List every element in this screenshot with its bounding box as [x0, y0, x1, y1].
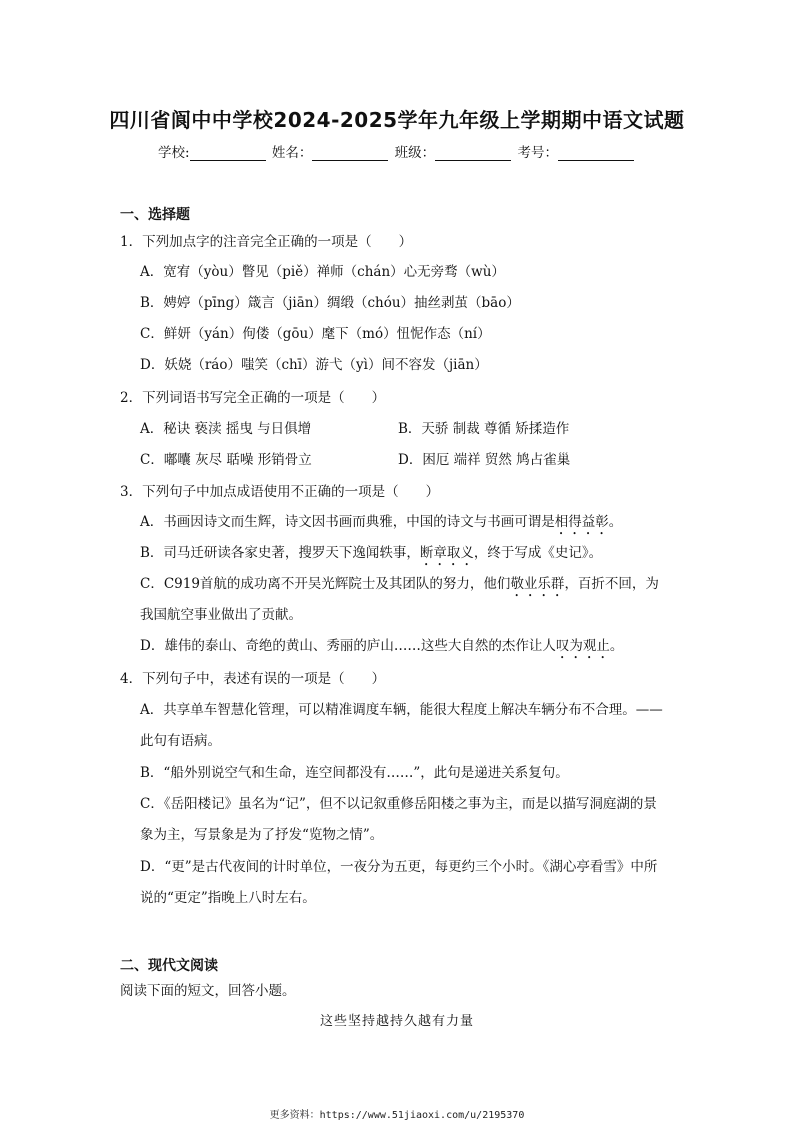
- question-1-stem: 1．下列加点字的注音完全正确的一项是（ ）: [120, 234, 413, 250]
- class-blank[interactable]: [435, 146, 511, 161]
- option-text: D．雄伟的泰山、奇绝的黄山、秀丽的庐山……这些大自然的杰作让人: [140, 638, 556, 654]
- school-label: 学校:: [158, 145, 190, 161]
- question-1-option-c: C．鲜妍（yán）佝偻（gōu）麾下（mó）忸怩作态（ní）: [140, 326, 491, 342]
- dotted-idiom: 相得益彰: [554, 514, 609, 530]
- footer-link[interactable]: 更多资料：https://www.51jiaoxi.com/u/2195370: [269, 1110, 525, 1121]
- question-1-option-b: B．娉婷（pīng）箴言（jiān）绸缎（chóu）抽丝剥茧（bāo）: [140, 295, 520, 311]
- question-4-option-d-continued: 说的“更定”指晚上八时左右。: [140, 890, 316, 906]
- question-3-option-d: [140, 634, 623, 662]
- question-2-option-a: A．秘诀 亵渎 摇曳 与日俱增: [140, 421, 312, 437]
- question-4-option-a-continued: 此句有语病。: [140, 733, 221, 749]
- question-1-option-a: A．宽宥（yòu）瞥见（piě）禅师（chán）心无旁骛（wù）: [140, 264, 505, 280]
- section-heading-choice: 一、选择题: [120, 207, 190, 223]
- question-3-stem: 3．下列句子中加点成语使用不正确的一项是（ ）: [120, 484, 440, 500]
- option-text: ，终于写成《史记》。: [473, 545, 603, 561]
- article-title: 这些坚持越持久越有力量: [319, 1014, 474, 1029]
- question-2-option-c: C．嘟囔 灰尽 聒噪 形销骨立: [140, 452, 312, 468]
- question-2-option-b: B．天骄 制裁 尊循 矫揉造作: [398, 421, 570, 437]
- option-text: B．司马迁研读各家史著，搜罗天下逸闻轶事，: [140, 545, 420, 561]
- option-text: ，百折不回，为: [564, 576, 659, 592]
- option-text: C．C919首航的成功离不开吴光辉院士及其团队的努力，他们: [140, 576, 511, 592]
- reading-instruction: 阅读下面的短文，回答小题。: [120, 983, 296, 999]
- question-3-option-c: [140, 572, 659, 600]
- number-blank[interactable]: [558, 146, 634, 161]
- page-title: 四川省阆中中学校2024-2025学年九年级上学期期中语文试题: [109, 108, 685, 132]
- question-4-option-c: C．《岳阳楼记》虽名为“记”，但不以记叙重修岳阳楼之事为主，而是以描写洞庭湖的景: [140, 796, 657, 812]
- question-2-option-d: D．困厄 端祥 贸然 鸠占雀巢: [398, 452, 571, 468]
- question-1-option-d: D．妖娆（ráo）嗤笑（chī）游弋（yì）间不容发（jiān）: [140, 357, 488, 373]
- number-label: 考号：: [517, 145, 558, 161]
- question-3-option-c-continued: 我国航空事业做出了贡献。: [140, 607, 302, 623]
- question-4-option-b: B．“船外别说空气和生命，连空间都没有……”，此句是递进关系复句。: [140, 765, 569, 781]
- name-label: 姓名：: [271, 145, 313, 161]
- name-blank[interactable]: [312, 146, 388, 161]
- option-text: 。: [608, 514, 623, 530]
- dotted-idiom: 叹为观止: [555, 638, 610, 654]
- section-heading-reading: 二、现代文阅读: [120, 958, 218, 974]
- student-info-row: [0, 141, 794, 161]
- option-text: A．书画因诗文而生辉，诗文因书画而典雅，中国的诗文与书画可谓是: [140, 514, 555, 530]
- dotted-idiom: 断章取义: [419, 545, 474, 561]
- question-4-stem: 4．下列句子中，表述有误的一项是（ ）: [120, 671, 386, 687]
- dotted-idiom: 敬业乐群: [510, 576, 565, 592]
- school-blank[interactable]: [190, 146, 266, 161]
- question-3-option-b: [140, 541, 602, 569]
- question-4-option-c-continued: 象为主，写景象是为了抒发“览物之情”。: [140, 827, 384, 843]
- question-4-option-d: D．“更”是古代夜间的计时单位，一夜分为五更，每更约三个小时。《湖心亭看雪》中所: [140, 859, 658, 875]
- question-3-option-a: [140, 510, 622, 538]
- class-label: 班级：: [394, 145, 436, 161]
- question-4-option-a: A．共享单车智慧化管理，可以精准调度车辆，能很大程度上解决车辆分布不合理。——: [140, 702, 663, 718]
- question-2-stem: 2．下列词语书写完全正确的一项是（ ）: [120, 390, 386, 406]
- option-text: 。: [609, 638, 624, 654]
